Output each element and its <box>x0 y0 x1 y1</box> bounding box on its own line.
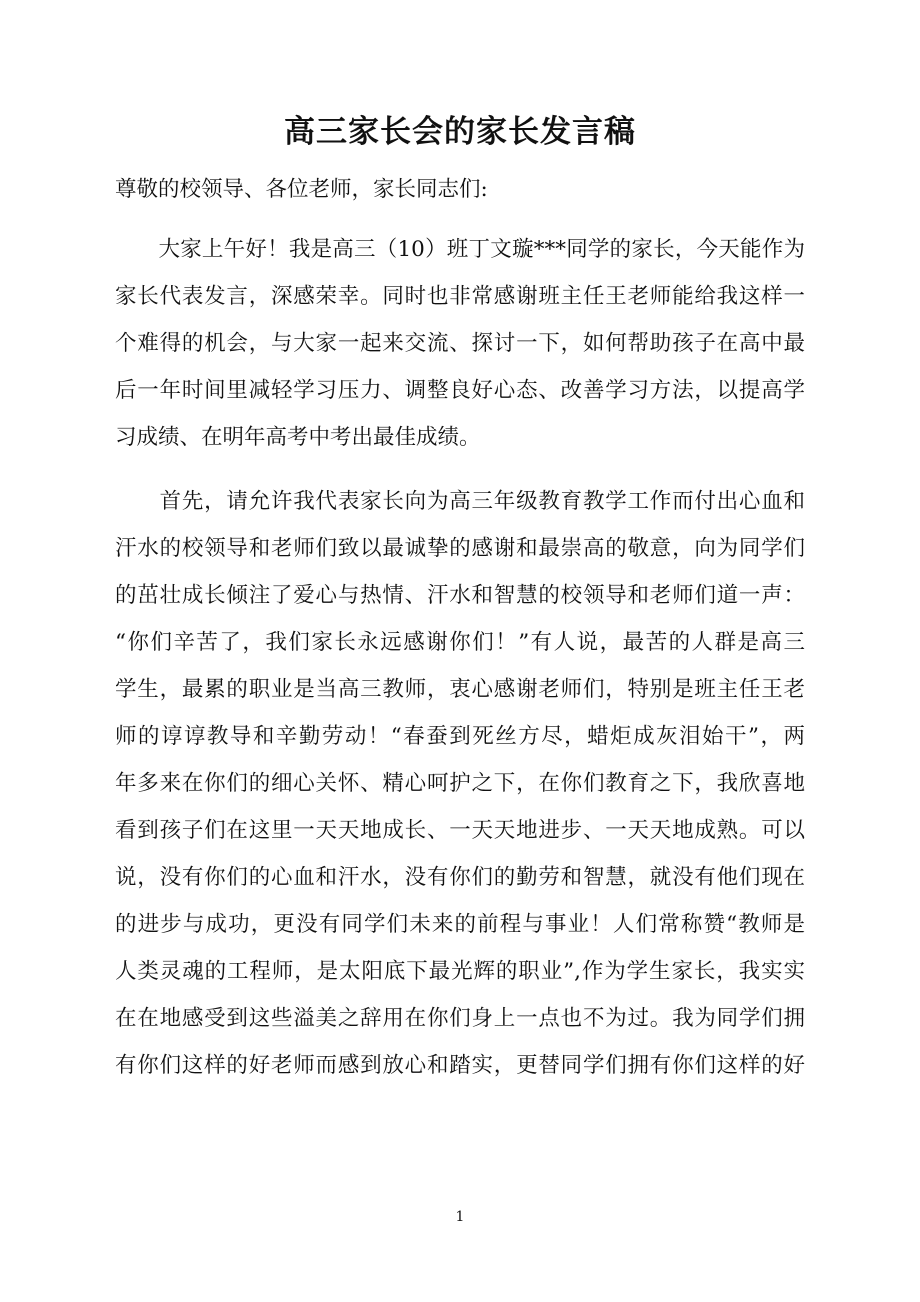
paragraph-line: 个难得的机会，与大家一起来交流、探讨一下，如何帮助孩子在高中最 <box>115 331 805 356</box>
document-title: 高三家长会的家长发言稿 <box>284 114 636 150</box>
paragraph-line: 在在地感受到这些溢美之辞用在你们身上一点也不为过。我为同学们拥 <box>115 1006 805 1031</box>
paragraph-line: 看到孩子们在这里一天天地成长、一天天地进步、一天天地成熟。可以 <box>115 818 805 843</box>
paragraph-line: 家长代表发言，深感荣幸。同时也非常感谢班主任王老师能给我这样一 <box>115 284 805 309</box>
paragraph-line: 学生，最累的职业是当高三教师，衷心感谢老师们，特别是班主任王老 <box>115 677 805 702</box>
paragraph-line: 师的谆谆教导和辛勤劳动！“春蚕到死丝方尽，蜡炬成灰泪始干”，两 <box>115 724 805 749</box>
paragraph-line: “你们辛苦了，我们家长永远感谢你们！”有人说，最苦的人群是高三 <box>115 630 805 655</box>
paragraph-line: 的茁壮成长倾注了爱心与热情、汗水和智慧的校领导和老师们道一声： <box>115 583 805 608</box>
paragraph-line: 首先，请允许我代表家长向为高三年级教育教学工作而付出心血和 <box>115 489 805 514</box>
paragraph-line: 有你们这样的好老师而感到放心和踏实，更替同学们拥有你们这样的好 <box>115 1053 805 1078</box>
paragraph-2 <box>115 478 805 1089</box>
paragraph-line: 汗水的校领导和老师们致以最诚挚的感谢和最崇高的敬意，向为同学们 <box>115 536 805 561</box>
paragraph-line: 后一年时间里减轻学习压力、调整良好心态、改善学习方法，以提高学 <box>115 378 805 403</box>
paragraph-line: 年多来在你们的细心关怀、精心呵护之下，在你们教育之下，我欣喜地 <box>115 771 805 796</box>
paragraph-line: 人类灵魂的工程师，是太阳底下最光辉的职业”,作为学生家长，我实实 <box>115 959 805 984</box>
paragraph-line: 说，没有你们的心血和汗水，没有你们的勤劳和智慧，就没有他们现在 <box>115 865 805 890</box>
salutation: 尊敬的校领导、各位老师，家长同志们: <box>115 177 488 202</box>
page-number: 1 <box>455 1209 465 1225</box>
paragraph-1 <box>115 226 805 461</box>
paragraph-line: 大家上午好！我是高三（10）班丁文璇***同学的家长，今天能作为 <box>115 237 805 262</box>
paragraph-line: 的进步与成功，更没有同学们未来的前程与事业！人们常称赞“教师是 <box>115 912 805 937</box>
paragraph-line: 习成绩、在明年高考中考出最佳成绩。 <box>115 425 481 450</box>
